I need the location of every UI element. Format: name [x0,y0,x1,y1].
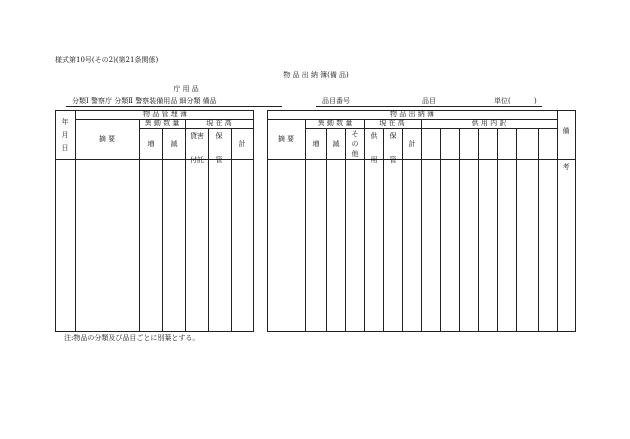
left-lend-header [186,130,208,166]
item-number-label: 品目番号 [322,97,350,105]
date-day: 日 [61,144,69,152]
r-custody-top: 保 [389,132,397,140]
lend-bottom: 付託 [190,156,204,164]
other-2: の [351,140,359,148]
other-3: 他 [351,150,359,158]
item-underline [316,106,542,107]
classification-line: 分類Ⅰ 警察庁 分類Ⅱ 警察装備用品 細分類 備品 [72,97,217,105]
form-number: 様式第10号(その2)(第21条関係) [55,56,159,64]
left-increase-header: 増 [147,140,155,148]
usage-detail-header: 供 用 内 訳 [471,119,507,127]
left-summary-header: 摘 要 [98,135,116,143]
right-current-header: 現 在 高 [379,119,405,127]
right-summary-header: 摘 要 [277,135,295,143]
date-column-header [60,116,70,155]
right-change-header: 異 動 数 量 [317,119,353,127]
left-custody-header [214,130,224,166]
left-change-header: 異 動 数 量 [144,119,180,127]
right-total-header: 計 [408,140,416,148]
remarks-bottom: 考 [562,163,570,171]
unit-label: 単位( [494,97,511,105]
date-year: 年 [61,118,69,126]
right-in-use-header [369,130,379,166]
right-decrease-header: 減 [332,140,340,148]
classification-underline [66,106,282,107]
in-use-bottom: 用 [370,156,378,164]
left-decrease-header: 減 [170,140,178,148]
item-label: 品目 [422,97,436,105]
form-title: 物 品 出 納 簿(備 品) [283,71,349,79]
right-group-header: 物 品 出 納 簿 [390,110,434,118]
footnote: 注:物品の分類及び品目ごとに別葉とする。 [64,334,200,342]
r-custody-bottom: 管 [389,156,397,164]
form-subtitle: 庁 用 品 [173,85,199,93]
custody-top: 保 [215,132,223,140]
in-use-top: 供 [370,132,378,140]
right-custody-header [388,130,398,166]
remarks-header [561,113,571,185]
remarks-top: 備 [562,127,570,135]
left-group-header: 物 品 管 理 簿 [143,110,187,118]
left-total-header: 計 [238,140,246,148]
right-increase-header: 増 [312,140,320,148]
lend-top: 貸害 [190,132,204,140]
custody-bottom: 管 [215,156,223,164]
left-current-header: 現 在 高 [206,119,232,127]
right-other-header [350,129,360,159]
unit-close: ) [534,97,537,105]
date-month: 月 [61,131,69,139]
other-1: そ [351,130,359,138]
